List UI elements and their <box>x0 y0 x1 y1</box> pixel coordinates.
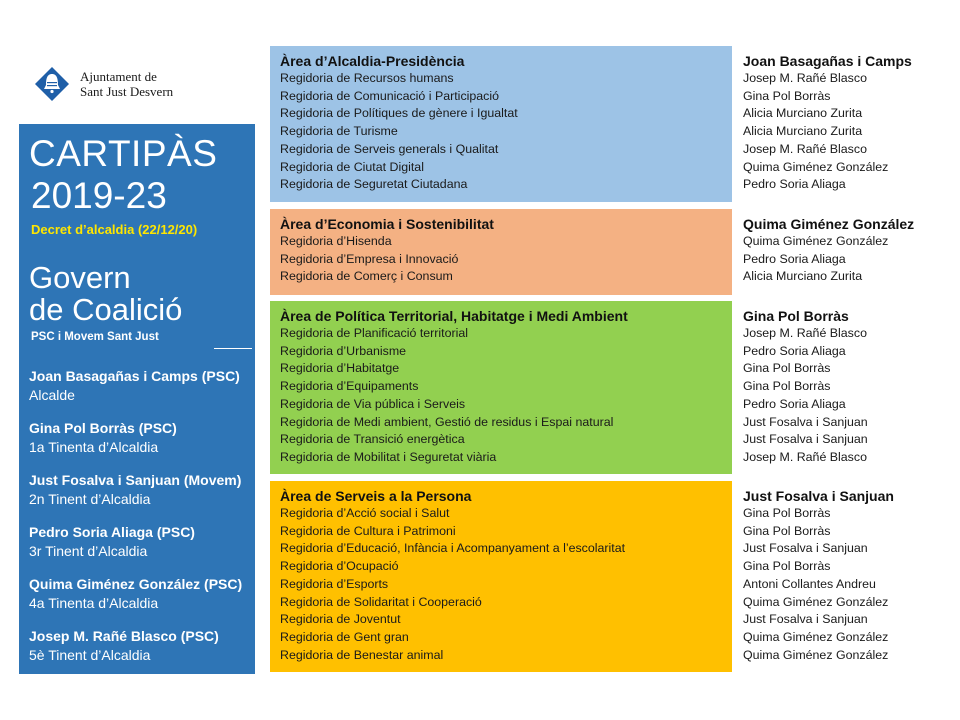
regidoria-item: Regidoria d’Urbanisme <box>280 343 407 358</box>
regidoria-item: Regidoria d’Acció social i Salut <box>280 506 450 520</box>
regidoria-item: Regidoria d’Esports <box>280 576 389 591</box>
member-item <box>29 575 251 627</box>
area-title: Àrea de Serveis a la Persona <box>280 488 472 504</box>
area-lead: Just Fosalva i Sanjuan <box>743 488 894 504</box>
sidebar-title-years: 2019-23 <box>31 175 167 216</box>
regidoria-item: Regidoria de Cultura i Patrimoni <box>280 523 456 538</box>
regidor-name: Just Fosalva i Sanjuan <box>743 541 868 556</box>
regidoria-item: Regidoria de Planificació territorial <box>280 326 469 340</box>
regidor-name: Josep M. Rañé Blasco <box>743 326 867 340</box>
member-role: 2n Tinent d’Alcaldia <box>29 491 151 507</box>
person-list <box>743 505 958 664</box>
regidoria-item: Regidoria de Benestar animal <box>280 647 444 662</box>
person-list <box>743 325 958 467</box>
regidor-name: Pedro Soria Aliaga <box>743 251 846 266</box>
member-role: 3r Tinent d’Alcaldia <box>29 543 148 559</box>
regidor-name: Alicia Murciano Zurita <box>743 269 863 284</box>
regidoria-list <box>280 505 722 664</box>
regidoria-item: Regidoria de Ciutat Digital <box>280 159 424 174</box>
area-serveis-persona-people <box>743 481 958 672</box>
ajuntament-logo <box>30 64 230 104</box>
govern-heading-1: Govern <box>29 260 131 295</box>
member-role: Alcalde <box>29 387 75 403</box>
member-item <box>29 471 251 523</box>
area-title: Àrea de Política Territorial, Habitatge i Medi Ambient <box>280 308 628 324</box>
regidoria-item: Regidoria d’Equipaments <box>280 379 419 394</box>
regidor-name: Gina Pol Borràs <box>743 361 831 376</box>
regidoria-list <box>280 325 722 467</box>
regidoria-item: Regidoria d’Habitatge <box>280 361 400 376</box>
decret-label: Decret d’alcaldia (22/12/20) <box>31 222 198 237</box>
area-alcaldia-box <box>270 46 732 202</box>
regidor-name: Quima Giménez González <box>743 629 889 644</box>
regidoria-item: Regidoria de Gent gran <box>280 629 409 644</box>
regidor-name: Quima Giménez González <box>743 594 889 609</box>
regidoria-item: Regidoria de Turisme <box>280 124 398 139</box>
regidor-name: Josep M. Rañé Blasco <box>743 141 867 156</box>
coalition-parties: PSC i Movem Sant Just <box>31 331 159 343</box>
regidor-name: Josep M. Rañé Blasco <box>743 71 867 85</box>
member-item <box>29 419 251 471</box>
area-politica-territorial-box <box>270 301 732 474</box>
logo-line-2: Sant Just Desvern <box>80 84 174 99</box>
regidor-name: Just Fosalva i Sanjuan <box>743 612 868 627</box>
regidor-name: Antoni Collantes Andreu <box>743 576 876 591</box>
area-title: Àrea d’Alcaldia-Presidència <box>280 53 465 69</box>
regidoria-item: Regidoria de Comerç i Consum <box>280 269 453 284</box>
area-title: Àrea d’Economia i Sostenibilitat <box>280 216 494 232</box>
person-list <box>743 70 958 194</box>
member-role: 5è Tinent d’Alcaldia <box>29 647 151 663</box>
regidor-name: Gina Pol Borràs <box>743 379 831 394</box>
member-item <box>29 523 251 575</box>
regidoria-item: Regidoria de Seguretat Ciutadana <box>280 177 468 192</box>
regidor-name: Gina Pol Borràs <box>743 523 831 538</box>
area-economia-people <box>743 209 958 295</box>
regidoria-item: Regidoria d’Ocupació <box>280 559 399 574</box>
sidebar-panel <box>19 124 255 674</box>
regidoria-item: Regidoria de Transició energètica <box>280 432 465 447</box>
regidoria-list <box>280 233 722 286</box>
regidoria-item: Regidoria de Polítiques de gènere i Igualtat <box>280 106 518 121</box>
regidor-name: Gina Pol Borràs <box>743 88 831 103</box>
regidor-name: Josep M. Rañé Blasco <box>743 449 867 464</box>
regidor-name: Alicia Murciano Zurita <box>743 106 863 121</box>
member-item <box>29 367 251 419</box>
regidor-name: Alicia Murciano Zurita <box>743 124 863 139</box>
regidor-name: Quima Giménez González <box>743 647 889 662</box>
regidor-name: Gina Pol Borràs <box>743 506 831 520</box>
area-economia-box <box>270 209 732 295</box>
member-name: Joan Basagañas i Camps (PSC) <box>29 368 240 384</box>
regidoria-item: Regidoria de Solidaritat i Cooperació <box>280 594 482 609</box>
member-name: Quima Giménez González (PSC) <box>29 576 243 592</box>
regidoria-item: Regidoria de Joventut <box>280 612 401 627</box>
member-role: 4a Tinenta d’Alcaldia <box>29 595 159 611</box>
regidor-name: Pedro Soria Aliaga <box>743 343 846 358</box>
regidoria-item: Regidoria d’Empresa i Innovació <box>280 251 459 266</box>
member-name: Pedro Soria Aliaga (PSC) <box>29 524 195 540</box>
area-politica-territorial-people <box>743 301 958 474</box>
regidor-name: Pedro Soria Aliaga <box>743 177 846 192</box>
regidor-name: Gina Pol Borràs <box>743 559 831 574</box>
member-role: 1a Tinenta d’Alcaldia <box>29 439 159 455</box>
member-item <box>29 627 251 679</box>
regidoria-item: Regidoria d’Hisenda <box>280 234 392 248</box>
regidoria-item: Regidoria de Via pública i Serveis <box>280 396 466 411</box>
regidoria-item: Regidoria de Comunicació i Participació <box>280 88 500 103</box>
regidoria-list <box>280 70 722 194</box>
area-serveis-persona-box <box>270 481 732 672</box>
regidor-name: Just Fosalva i Sanjuan <box>743 432 868 447</box>
area-lead: Joan Basagañas i Camps <box>743 53 912 69</box>
area-alcaldia-people <box>743 46 958 202</box>
member-name: Josep M. Rañé Blasco (PSC) <box>29 628 219 644</box>
regidor-name: Just Fosalva i Sanjuan <box>743 414 868 429</box>
members-list <box>29 367 251 679</box>
person-list <box>743 233 958 286</box>
logo-line-1: Ajuntament de <box>80 69 157 84</box>
member-name: Gina Pol Borràs (PSC) <box>29 420 177 436</box>
area-lead: Gina Pol Borràs <box>743 308 849 324</box>
sidebar-title-cartipas: CARTIPÀS <box>29 133 218 174</box>
regidor-name: Quima Giménez González <box>743 159 889 174</box>
regidoria-item: Regidoria d’Educació, Infància i Acompanyament a l’escolaritat <box>280 541 626 556</box>
regidoria-item: Regidoria de Mobilitat i Seguretat viària <box>280 449 497 464</box>
regidoria-item: Regidoria de Medi ambient, Gestió de residus i Espai natural <box>280 414 614 429</box>
bell-shield-icon <box>34 66 70 102</box>
member-name: Just Fosalva i Sanjuan (Movem) <box>29 472 242 488</box>
regidoria-item: Regidoria de Recursos humans <box>280 71 454 85</box>
govern-heading-2: de Coalició <box>29 292 183 327</box>
regidoria-item: Regidoria de Serveis generals i Qualitat <box>280 141 499 156</box>
regidor-name: Pedro Soria Aliaga <box>743 396 846 411</box>
regidor-name: Quima Giménez González <box>743 234 889 248</box>
divider <box>214 348 252 349</box>
area-lead: Quima Giménez González <box>743 216 915 232</box>
